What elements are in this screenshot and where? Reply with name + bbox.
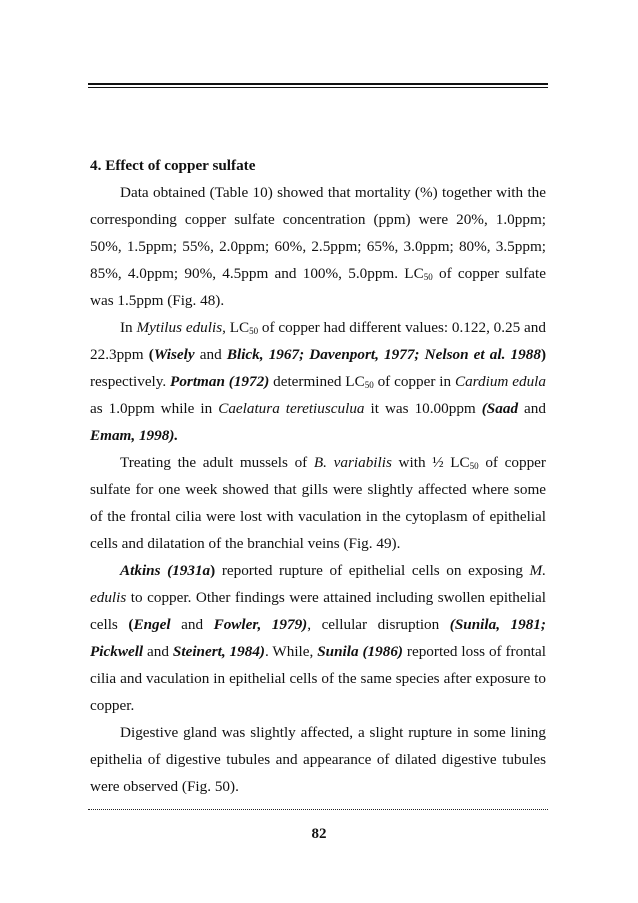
p3-t2: with ½ LC [391,454,470,471]
p4-b2: ( [128,616,134,633]
p2-species-1: Mytilus edulis [136,319,223,336]
p2-species-3: Caelatura teretiusculua [218,400,365,417]
p2-cite-3: Portman (1972) [170,373,270,390]
p4-cite-5: Steinert, 1984) [172,643,265,660]
p2-species-2: Cardium edula [454,373,546,390]
p2-t5: respectively. [90,373,171,390]
body-text [90,152,546,800]
p2-t8: as 1.0ppm while in [90,400,219,417]
p4-t6: . While, [264,643,318,660]
p4-cite-2: Engel [133,616,171,633]
section-heading: 4. Effect of copper sulfate [90,157,256,174]
p2-t4: and [194,346,227,363]
p4-cite-6: Sunila (1986) [317,643,403,660]
p2-t6: determined LC [269,373,365,390]
p1-text-a: Data obtained (Table 10) showed that mortality (%) together with the corresponding copper sulfate concentration (ppm) were 20%, 1.0ppm; 50%, 1.5ppm; 55%, 2.0ppm; 60%, 2.5ppm; 65%, 3.0ppm; 80%, 3.5ppm; 85%, 4.0ppm; 90%, 4.5ppm and 100%, 5.0ppm. LC [90,184,546,282]
paragraph-2 [90,314,546,449]
paragraph-4 [90,557,546,719]
p3-species: B. variabilis [313,454,392,471]
p2-cite-2: Blick, 1967; Davenport, 1977; Nelson et al. 1988 [226,346,541,363]
p4-cite-3: Fowler, 1979) [213,616,308,633]
p2-t7: of copper in [373,373,455,390]
p2-t2: , LC [222,319,250,336]
p2-sub-1: 50 [249,326,259,336]
p4-t7: reported loss of frontal cilia and vaculation in epithelial cells of the same species after exposure to copper. [90,643,546,714]
paragraph-1 [90,179,546,314]
p4-t2: to copper. Other findings were attained including swollen epithelial cells [90,589,546,633]
p2-t3: of copper had different values: 0.122, 0.25 and 22.3ppm [90,319,546,363]
p2-cite-5: Emam, 1998). [90,427,179,444]
p2-t1: In [120,319,137,336]
p2-b1: ( [148,346,154,363]
p4-b1: ) [210,562,216,579]
p2-t9: it was 10.00ppm [364,400,482,417]
p2-cite-1: Wisely [153,346,195,363]
paragraph-3 [90,449,546,557]
page-number: 82 [311,826,327,842]
header-double-rule [88,83,548,88]
p4-cite-4: (Sunila, 1981; Pickwell [90,616,546,660]
p4-t4: , cellular disruption [307,616,450,633]
p2-t10: and [518,400,546,417]
p1-subscript: 50 [423,272,433,282]
p1-text-b: of copper sulfate was 1.5ppm (Fig. 48). [90,265,546,309]
p4-species: M. edulis [90,562,546,606]
p3-t3: of copper sulfate for one week showed that gills were slightly affected where some of the frontal cilia were lost with vaculation in the cytoplasm of epithelial cells and dilatation of the branchial veins (Fig. 49). [90,454,546,552]
p2-sub-2: 50 [364,380,374,390]
paragraph-5: Digestive gland was slightly affected, a slight rupture in some lining epithelia of digestive tubules and appearance of dilated digestive tubules were observed (Fig. 50). [90,724,546,795]
p2-b2: ) [540,346,546,363]
p4-cite-1: Atkins (1931a [120,562,211,579]
p2-cite-4: (Saad [481,400,519,417]
p4-t5: and [143,643,173,660]
p4-t1: reported rupture of epithelial cells on exposing [215,562,530,579]
p3-sub: 50 [469,461,479,471]
p4-t3: and [170,616,214,633]
footer-dotted-rule [88,809,548,810]
p3-t1: Treating the adult mussels of [120,454,314,471]
